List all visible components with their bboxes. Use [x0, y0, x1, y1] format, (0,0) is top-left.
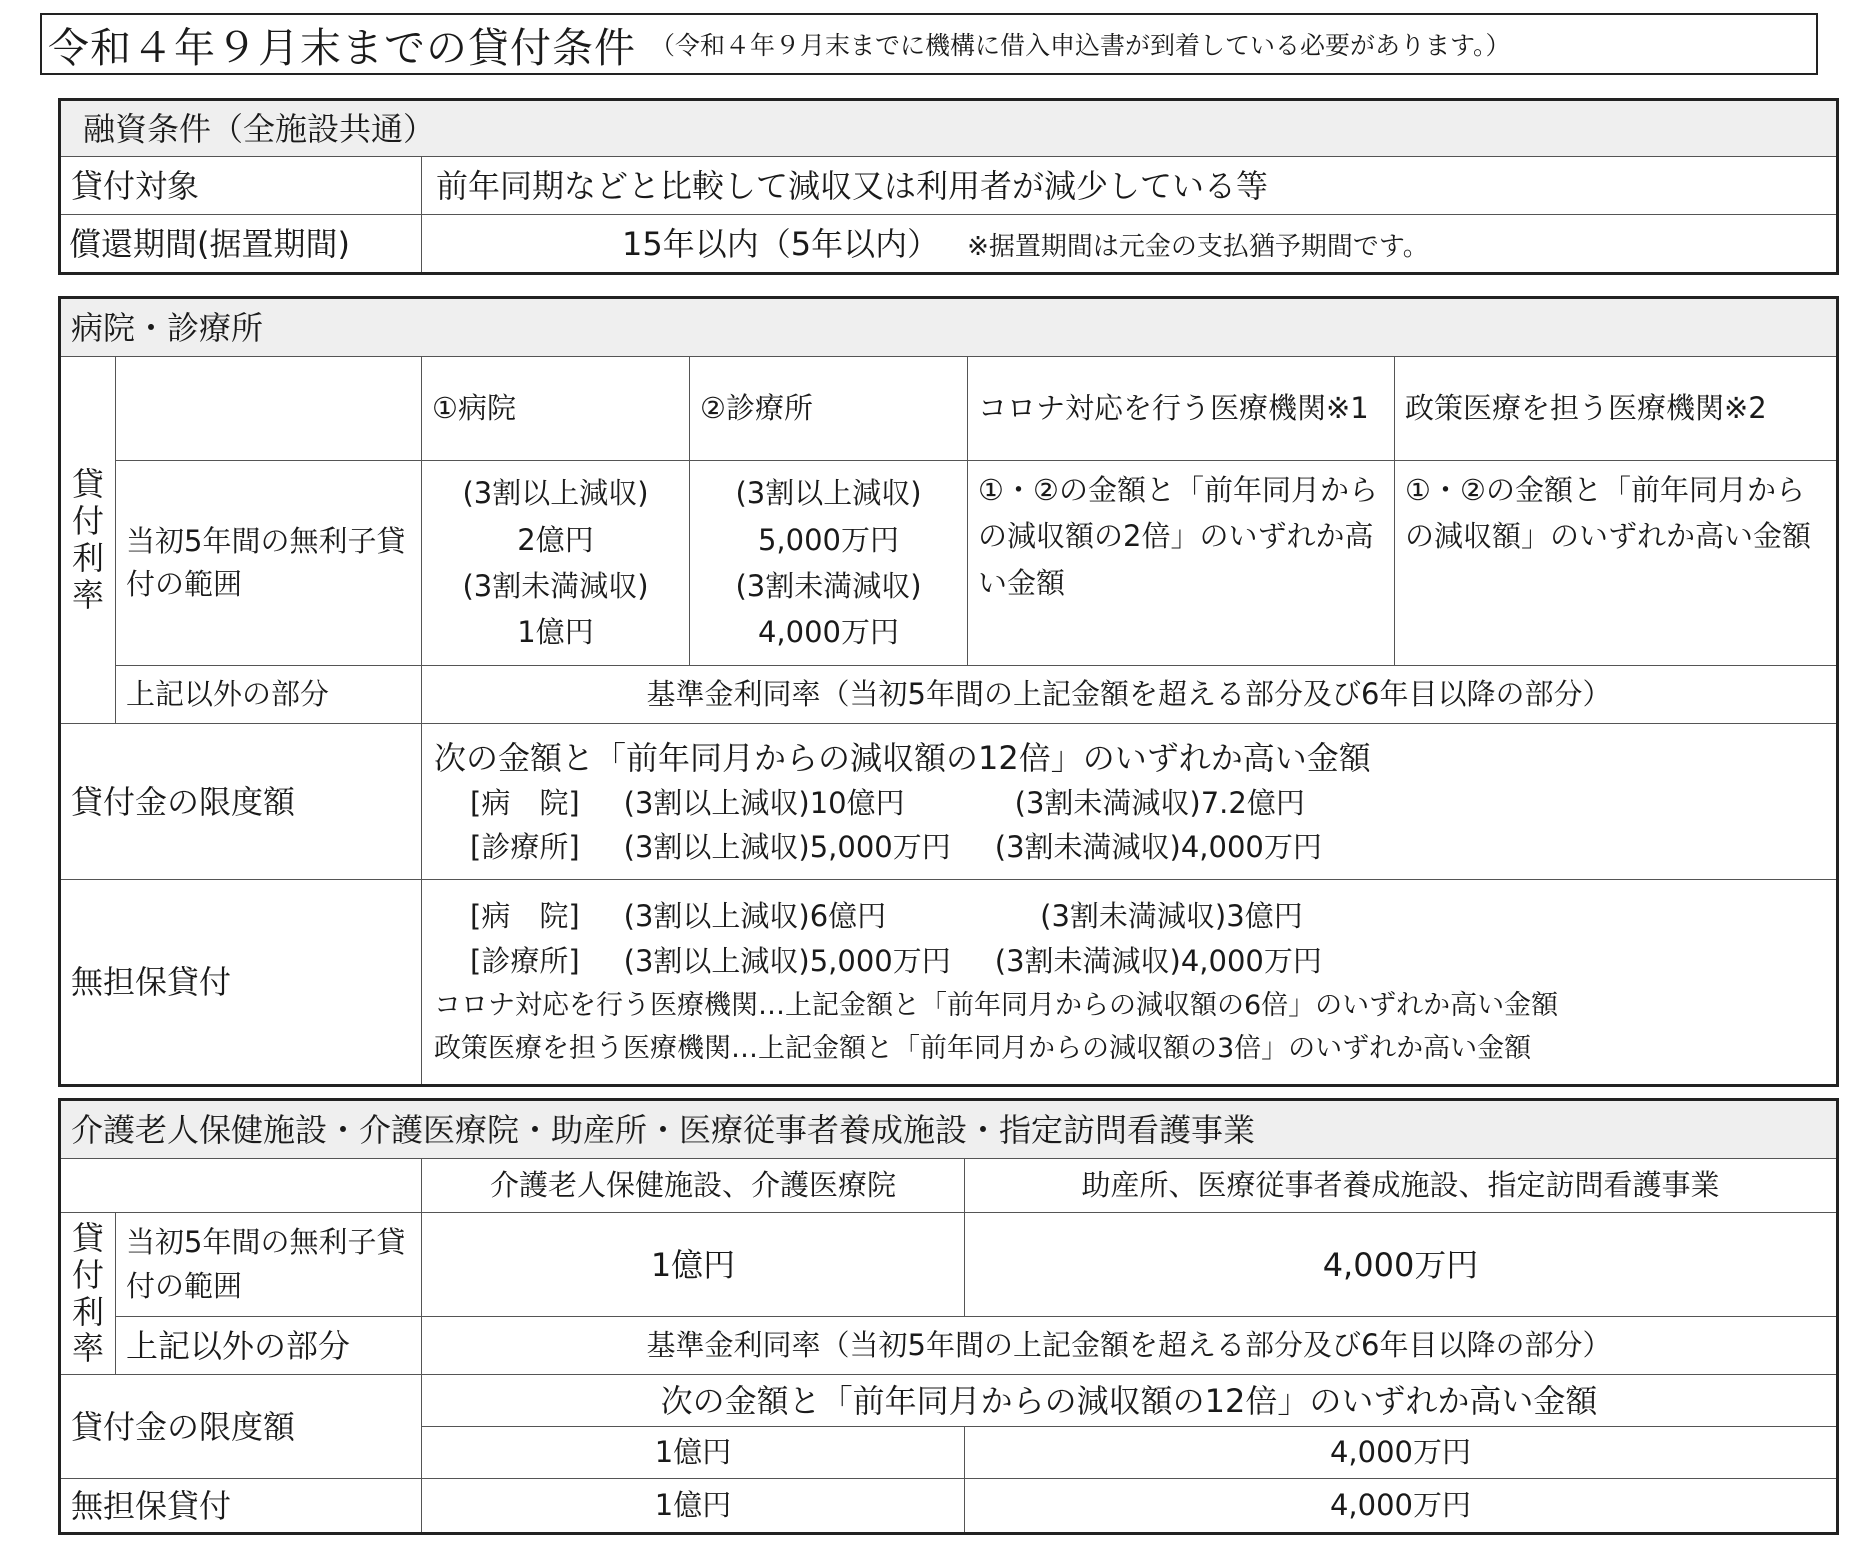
col-clinic: ②診療所: [690, 357, 968, 461]
care-facility-table: [60, 1100, 1837, 1533]
policy-amount-text: ①・②の金額と「前年同月からの減収額」のいずれか高い金額: [1395, 461, 1837, 666]
care-header: 介護老人保健施設・介護医療院・助産所・医療従事者養成施設・指定訪問看護事業: [61, 1101, 1837, 1159]
limit-label: 貸付金の限度額: [61, 724, 422, 880]
corona-amount-text: ①・②の金額と「前年同月からの減収額の2倍」のいずれか高い金額: [968, 461, 1395, 666]
other-part-label: 上記以外の部分: [116, 666, 422, 724]
repayment-period-value: 15年以内（5年以内）: [622, 224, 940, 263]
care-limit-text: 次の金額と「前年同月からの減収額の12倍」のいずれか高い金額: [422, 1375, 1837, 1427]
care-initial-value-1: 1億円: [422, 1213, 965, 1317]
page-title: [40, 13, 1818, 75]
loan-target-value: 前年同期などと比較して減収又は利用者が減少している等: [422, 157, 1837, 215]
common-conditions-table: [60, 100, 1837, 273]
care-limit-value-2: 4,000万円: [965, 1427, 1837, 1479]
care-initial-value-2: 4,000万円: [965, 1213, 1837, 1317]
care-blank-corner: [61, 1159, 422, 1213]
hospital-clinic-table: [60, 298, 1837, 1085]
repayment-period-label: 償還期間(据置期間): [61, 215, 422, 273]
care-initial-label: 当初5年間の無利子貸付の範囲: [116, 1213, 422, 1317]
repayment-note: ※据置期間は元金の支払猶予期間です。: [967, 231, 1429, 262]
col-hospital: ①病院: [422, 357, 690, 461]
col-policy: 政策医療を担う医療機関※2: [1395, 357, 1837, 461]
common-header: 融資条件（全施設共通）: [61, 101, 1837, 157]
care-unsecured-label: 無担保貸付: [61, 1479, 422, 1533]
unsecured-label: 無担保貸付: [61, 880, 422, 1085]
clinic-amounts: (3割以上減収) 5,000万円 (3割未満減収) 4,000万円: [690, 461, 968, 666]
hospital-amounts: (3割以上減収) 2億円 (3割未満減収) 1億円: [422, 461, 690, 666]
care-unsecured-value-2: 4,000万円: [965, 1479, 1837, 1533]
initial-range-label: 当初5年間の無利子貸付の範囲: [116, 461, 422, 666]
care-col-1: 介護老人保健施設、介護医療院: [422, 1159, 965, 1213]
col-corona: コロナ対応を行う医療機関※1: [968, 357, 1395, 461]
repayment-period-cell: [422, 215, 1837, 273]
title-note: （令和４年９月末までに機構に借入申込書が到着している必要があります。）: [650, 31, 1511, 60]
unsecured-content: [病 院] (3割以上減収)6億円 (3割未満減収)3億円 [診療所] (3割以上減収)5,000万円 (3割未満減収)4,000万円 コロナ対応を行う医療機関…上記金額と「前年同月からの減収額の6倍」のいずれか高い金額 政策医療を担う医療機関…上記金額と「前年同月からの減収額の3倍」のいずれか高い金額: [422, 880, 1837, 1085]
care-unsecured-value-1: 1億円: [422, 1479, 965, 1533]
loan-target-label: 貸付対象: [61, 157, 422, 215]
hospital-header: 病院・診療所: [61, 299, 1837, 357]
care-other-text: 基準金利同率（当初5年間の上記金額を超える部分及び6年目以降の部分）: [422, 1317, 1837, 1375]
care-rate-label-vertical: 貸 付 利 率: [61, 1213, 116, 1375]
care-other-label: 上記以外の部分: [116, 1317, 422, 1375]
rate-label-vertical: 貸 付 利 率: [61, 357, 116, 724]
care-limit-label: 貸付金の限度額: [61, 1375, 422, 1479]
other-part-text: 基準金利同率（当初5年間の上記金額を超える部分及び6年目以降の部分）: [422, 666, 1837, 724]
care-col-2: 助産所、医療従事者養成施設、指定訪問看護事業: [965, 1159, 1837, 1213]
care-limit-value-1: 1億円: [422, 1427, 965, 1479]
blank-corner: [116, 357, 422, 461]
limit-content: 次の金額と「前年同月からの減収額の12倍」のいずれか高い金額 [病 院] (3割以上減収)10億円 (3割未満減収)7.2億円 [診療所] (3割以上減収)5,000万円 (3割未満減収)4,000万円: [422, 724, 1837, 880]
title-main: 令和４年９月末までの貸付条件: [48, 23, 636, 72]
